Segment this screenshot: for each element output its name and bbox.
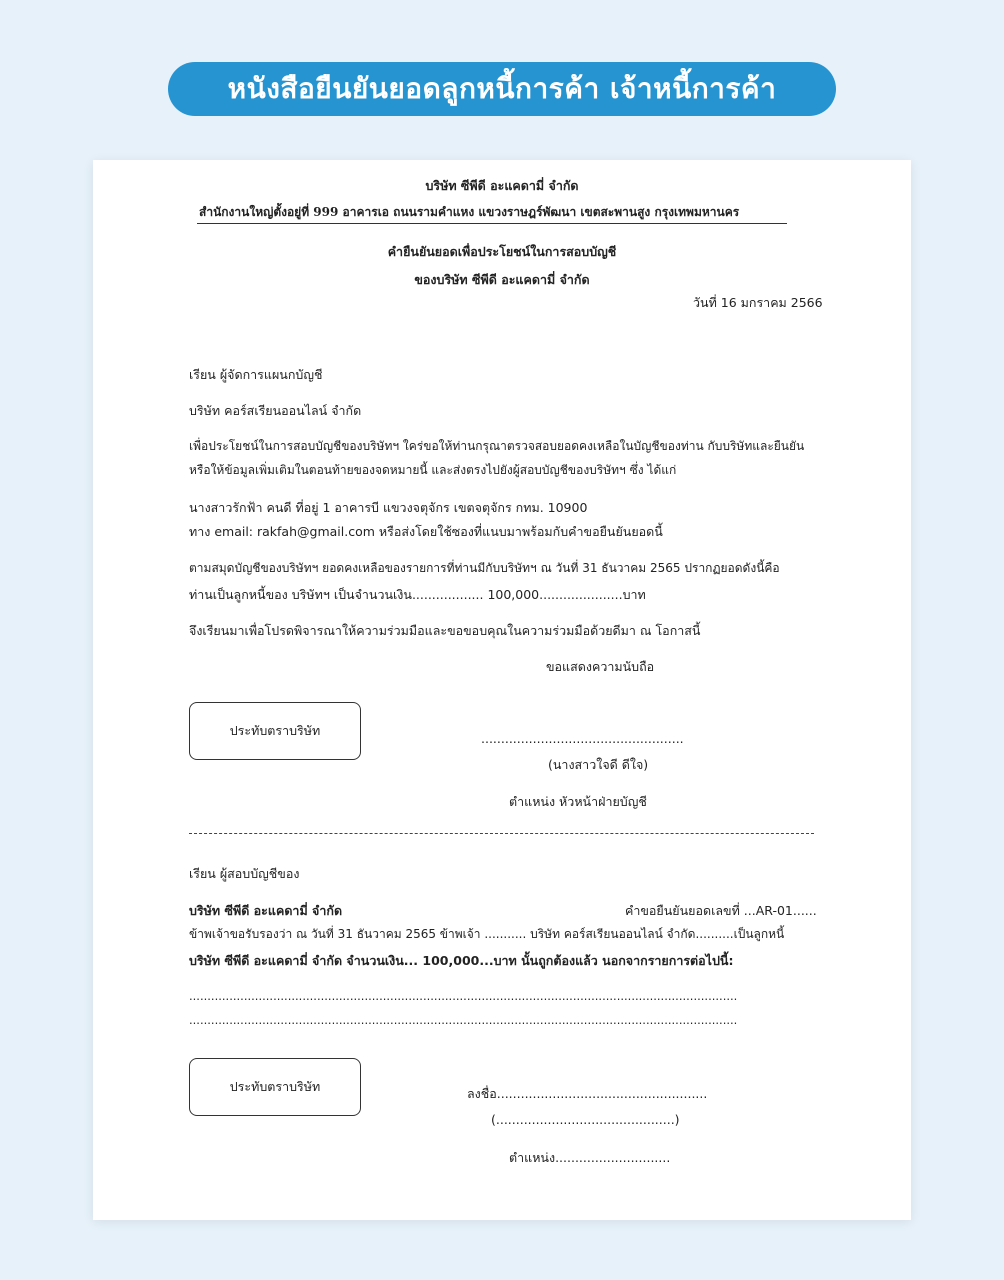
reply-company: บริษัท ซีพีดี อะแคดามี่ จำกัด	[189, 903, 343, 918]
reply-recipient: เรียน ผู้สอบบัญชีของ	[189, 866, 300, 881]
exceptions-line-2: ......................................................................................................................................................	[189, 1013, 738, 1027]
letter-date: วันที่ 16 มกราคม 2566	[693, 295, 823, 310]
confirmation-reference: คำขอยืนยันยอดเลขที่ ...AR-01......	[625, 903, 817, 918]
auditor-address: นางสาวรักฟ้า คนดี ที่อยู่ 1 อาคารบี แขวงจตุจักร เขตจตุจักร กทม. 10900	[189, 500, 588, 515]
paragraph-3: จึงเรียนมาเพื่อโปรดพิจารณาให้ความร่วมมือและขอขอบคุณในความร่วมมือด้วยดีมา ณ โอกาสนี้	[189, 623, 701, 638]
signer-position: ตำแหน่ง หัวหน้าฝ่ายบัญชี	[509, 794, 647, 809]
reply-stamp-box	[189, 1058, 361, 1116]
reply-stamp-label: ประทับตราบริษัท	[229, 1079, 321, 1094]
company-address: สำนักงานใหญ่ตั้งอยู่ที่ 999 อาคารเอ ถนนรามคำแหง แขวงราษฎร์พัฒนา เขตสะพานสูง กรุงเทพมหานคร	[199, 205, 740, 219]
signature-line: ...................................................	[481, 731, 684, 746]
reply-position: ตำแหน่ง.............................	[509, 1150, 671, 1165]
signer-name: (นางสาวใจดี ดีใจ)	[548, 757, 649, 772]
closing: ขอแสดงความนับถือ	[546, 659, 655, 674]
reply-name-blank: (.............................................)	[491, 1112, 680, 1127]
letter-heading-2: ของบริษัท ซีพีดี อะแคดามี่ จำกัด	[414, 272, 590, 287]
recipient-title: เรียน ผู้จัดการแผนกบัญชี	[189, 367, 323, 382]
cut-line-divider	[189, 833, 814, 834]
reply-amount-text: จำนวนเงิน... 100,000...บาท นั้นถูกต้องแล้ว นอกจากรายการต่อไปนี้:	[342, 953, 734, 968]
exceptions-line-1: ......................................................................................................................................................	[189, 989, 738, 1003]
auditor-contact: ทาง email: rakfah@gmail.com หรือส่งโดยใช้ซองที่แนบมาพร้อมกับคำขอยืนยันยอดนี้	[189, 524, 663, 539]
company-name: บริษัท ซีพีดี อะแคดามี่ จำกัด	[425, 178, 579, 193]
paragraph-2-line-2: ท่านเป็นลูกหนี้ของ บริษัทฯ เป็นจำนวนเงิน.................. 100,000.....................บาท	[189, 587, 646, 602]
paragraph-1-line-1: เพื่อประโยชน์ในการสอบบัญชีของบริษัทฯ ใคร่ขอให้ท่านกรุณาตรวจสอบยอดคงเหลือในบัญชีของท่าน กับบริษัทและยืนยัน	[189, 439, 805, 453]
reply-company-inline: บริษัท ซีพีดี อะแคดามี่ จำกัด	[189, 953, 343, 968]
paragraph-1-line-2: หรือให้ข้อมูลเพิ่มเติมในตอนท้ายของจดหมายนี้ และส่งตรงไปยังผู้สอบบัญชีของบริษัทฯ ซึ่ง ได้แก่	[189, 463, 677, 477]
confirmation-letter	[93, 160, 911, 1220]
company-stamp-box	[189, 702, 361, 760]
recipient-company: บริษัท คอร์สเรียนออนไลน์ จำกัด	[189, 403, 362, 418]
reply-statement-line-2	[189, 953, 733, 968]
reply-signature: ลงชื่อ.....................................................	[467, 1086, 708, 1101]
paragraph-2-line-1: ตามสมุดบัญชีของบริษัทฯ ยอดคงเหลือของรายการที่ท่านมีกับบริษัทฯ ณ วันที่ 31 ธันวาคม 2565 ปรากฏยอดดังนี้คือ	[189, 561, 780, 575]
letter-heading-1: คำยืนยันยอดเพื่อประโยชน์ในการสอบบัญชี	[387, 244, 617, 259]
address-underline	[197, 223, 787, 224]
stamp-label: ประทับตราบริษัท	[229, 723, 321, 738]
reply-statement-line-1: ข้าพเจ้าขอรับรองว่า ณ วันที่ 31 ธันวาคม 2565 ข้าพเจ้า ........... บริษัท คอร์สเรียนออนไลน์ จำกัด..........เป็นลูกหนี้	[189, 927, 785, 941]
page-title-banner: หนังสือยืนยันยอดลูกหนี้การค้า เจ้าหนี้การค้า	[168, 62, 836, 116]
